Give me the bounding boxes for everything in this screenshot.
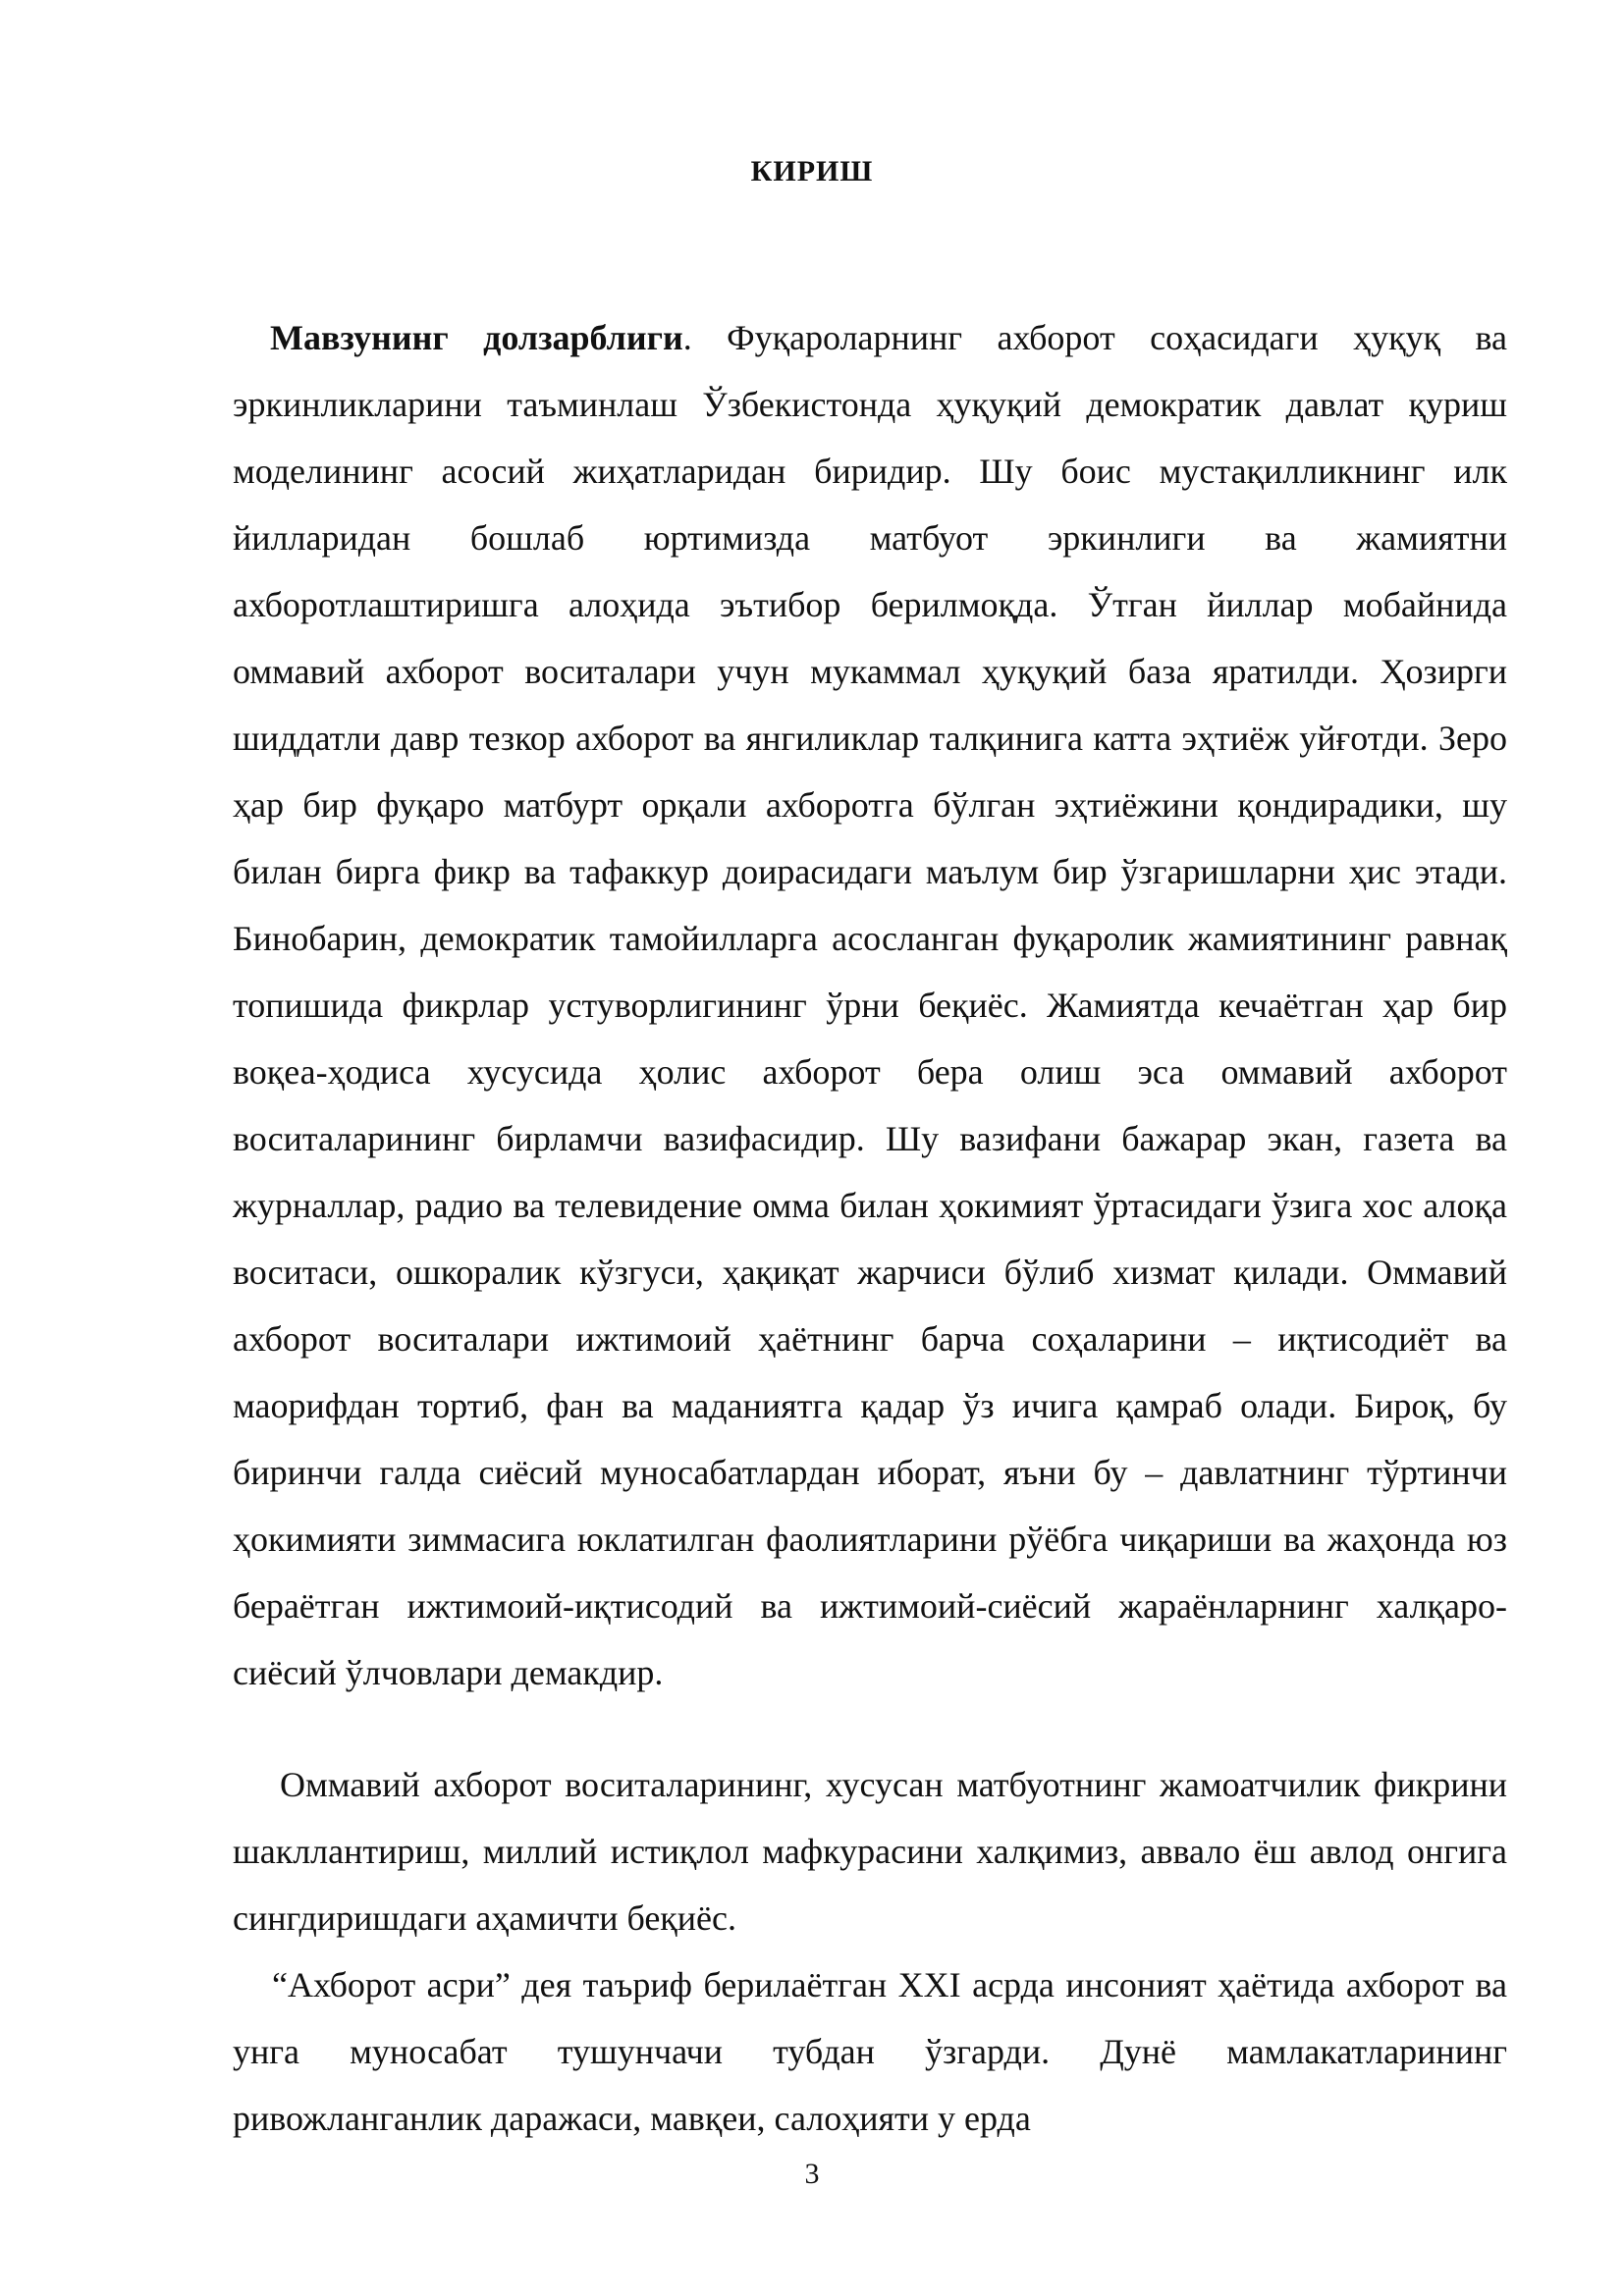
paragraph-information-age: “Ахборот асри” дея таъриф берилаётган XXI асрда инсоният ҳаётида ахборот ва унга муносабат тушунчачи тубдан ўзгарди. Дунё мамлакатларининг ривожланганлик даражаси, мавқеи, салоҳияти у ерда [233,1965,1507,2138]
paragraph-relevance [233,304,1507,1706]
page-number: 3 [804,2158,820,2190]
paragraph-media-role: Оммавий ахборот воситаларининг, хусусан матбуотнинг жамоатчилик фикрини шакллантириш, миллий истиқлол мафкурасини халқимиз, аввало ёш авлод онгига сингдиришдаги аҳамичти беқиёс. [233,1765,1507,1938]
paragraph-text: . Фуқароларнинг ахборот соҳасидаги ҳуқуқ ва эркинликларини таъминлаш Ўзбекистонда ҳуқуқий демократик давлат қуриш моделининг асосий жиҳатларидан биридир. Шу боис мустақилликнинг илк йилларидан бошлаб юртимизда матбуот эркинлиги ва жамиятни ахборотлаштиришга алоҳида эътибор берилмоқда. Ўтган йиллар мобайнида оммавий ахборот воситалари учун мукаммал ҳуқуқий база яратилди. Ҳозирги шиддатли давр тезкор ахборот ва янгиликлар талқинига катта эҳтиёж уйғотди. Зеро ҳар бир фуқаро матбурт орқали ахборотга бўлган эҳтиёжини қондирадики, шу билан бирга фикр ва тафаккур доирасидаги маълум бир ўзгаришларни ҳис этади. Бинобарин, демократик тамойилларга асосланган фуқаролик жамиятининг равнақ топишида фикрлар устуворлигининг ўрни беқиёс. Жамиятда кечаётган ҳар бир воқеа-ҳодиса хусусида ҳолис ахборот бера олиш эса оммавий ахборот воситаларининг бирламчи вазифасидир. Шу вазифани бажарар экан, газета ва журналлар, радио ва телевидение омма билан ҳокимият ўртасидаги ўзига хос алоқа воситаси, ошкоралик кўзгуси, ҳақиқат жарчиси бўлиб хизмат қилади. Оммавий ахборот воситалари ижтимоий ҳаётнинг барча соҳаларини – иқтисодиёт ва маорифдан тортиб, фан ва маданиятга қадар ўз ичига қамраб олади. Бироқ, бу биринчи галда сиёсий муносабатлардан иборат, яъни бу – давлатнинг тўртинчи ҳокимияти зиммасига юклатилган фаолиятларини рўёбга чиқариши ва жаҳонда юз бераётган ижтимоий-иқтисодий ва ижтимоий-сиёсий жараёнларнинг халқаро-сиёсий ўлчовлари демакдир. [233,318,1507,1692]
section-title: КИРИШ [750,155,874,187]
paragraph-lead-heading: Мавзунинг долзарблиги [270,318,683,357]
